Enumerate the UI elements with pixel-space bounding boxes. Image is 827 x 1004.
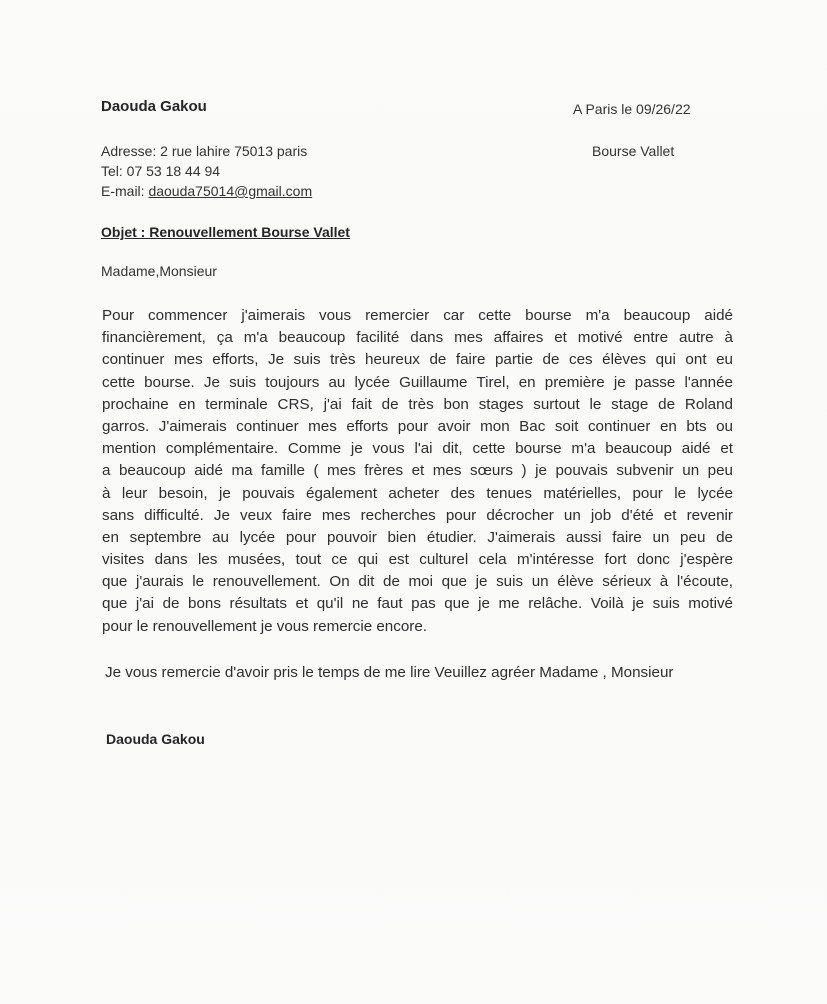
body-line: prochaine en terminale CRS, j'ai fait de très bon stages surtout le stage de Roland — [102, 395, 733, 413]
email-line — [101, 181, 312, 201]
address: Adresse: 2 rue lahire 75013 paris — [101, 143, 308, 159]
telephone: Tel: 07 53 18 44 94 — [101, 163, 221, 179]
email-label: E-mail: — [101, 183, 149, 199]
contact-block — [101, 141, 312, 201]
body-line: que j'ai de bons résultats et qu'il ne faut pas que je me relâche. Voilà je suis motivé — [102, 595, 733, 613]
body-line: mention complémentaire. Comme je vous l'ai dit, cette bourse m'a beaucoup aidé et — [102, 440, 733, 458]
body-line: sans difficulté. Je veux faire mes recherches pour décrocher un job d'été et revenir — [102, 506, 733, 524]
body-line: à leur besoin, je pouvais également acheter des tenues matérielles, pour le lycée — [102, 484, 733, 502]
body-line: que j'aurais le renouvellement. On dit de moi que je suis un élève sérieux à l'écoute, — [102, 573, 733, 591]
body-line: visites dans les musées, tout ce qui est culturel cela m'intéresse fort donc j'espère — [102, 551, 733, 569]
body-line: en septembre au lycée pour pouvoir bien étudier. J'aimerais aussi faire un peu de — [102, 528, 733, 546]
subject-line: Objet : Renouvellement Bourse Vallet — [101, 224, 350, 240]
recipient: Bourse Vallet — [592, 143, 675, 159]
email-link[interactable]: daouda75014@gmail.com — [148, 183, 313, 199]
salutation: Madame,Monsieur — [101, 263, 217, 279]
body-line: financièrement, ça m'a beaucoup facilité dans mes affaires et motivé entre autre à — [102, 329, 733, 347]
body-line: continuer mes efforts, Je suis très heureux de faire partie de ces élèves qui ont eu — [102, 351, 733, 369]
body-line: cette bourse. Je suis toujours au lycée Guillaume Tirel, en première je passe l'année — [102, 373, 733, 391]
body-line: a beaucoup aidé ma famille ( mes frères et mes sœurs ) je pouvais subvenir un peu — [102, 462, 733, 480]
closing-line: Je vous remercie d'avoir pris le temps de me lire Veuillez agréer Madame , Monsieur — [105, 664, 674, 681]
place-date: A Paris le 09/26/22 — [573, 101, 691, 117]
signature: Daouda Gakou — [106, 731, 205, 747]
body-line: Pour commencer j'aimerais vous remercier car cette bourse m'a beaucoup aidé — [102, 307, 733, 324]
body-line: pour le renouvellement je vous remercie encore. — [102, 617, 428, 635]
body-paragraph — [102, 305, 733, 638]
body-line: garros. J'aimerais continuer mes efforts pour avoir mon Bac soit continuer en bts ou — [102, 417, 733, 435]
sender-name: Daouda Gakou — [101, 98, 207, 115]
